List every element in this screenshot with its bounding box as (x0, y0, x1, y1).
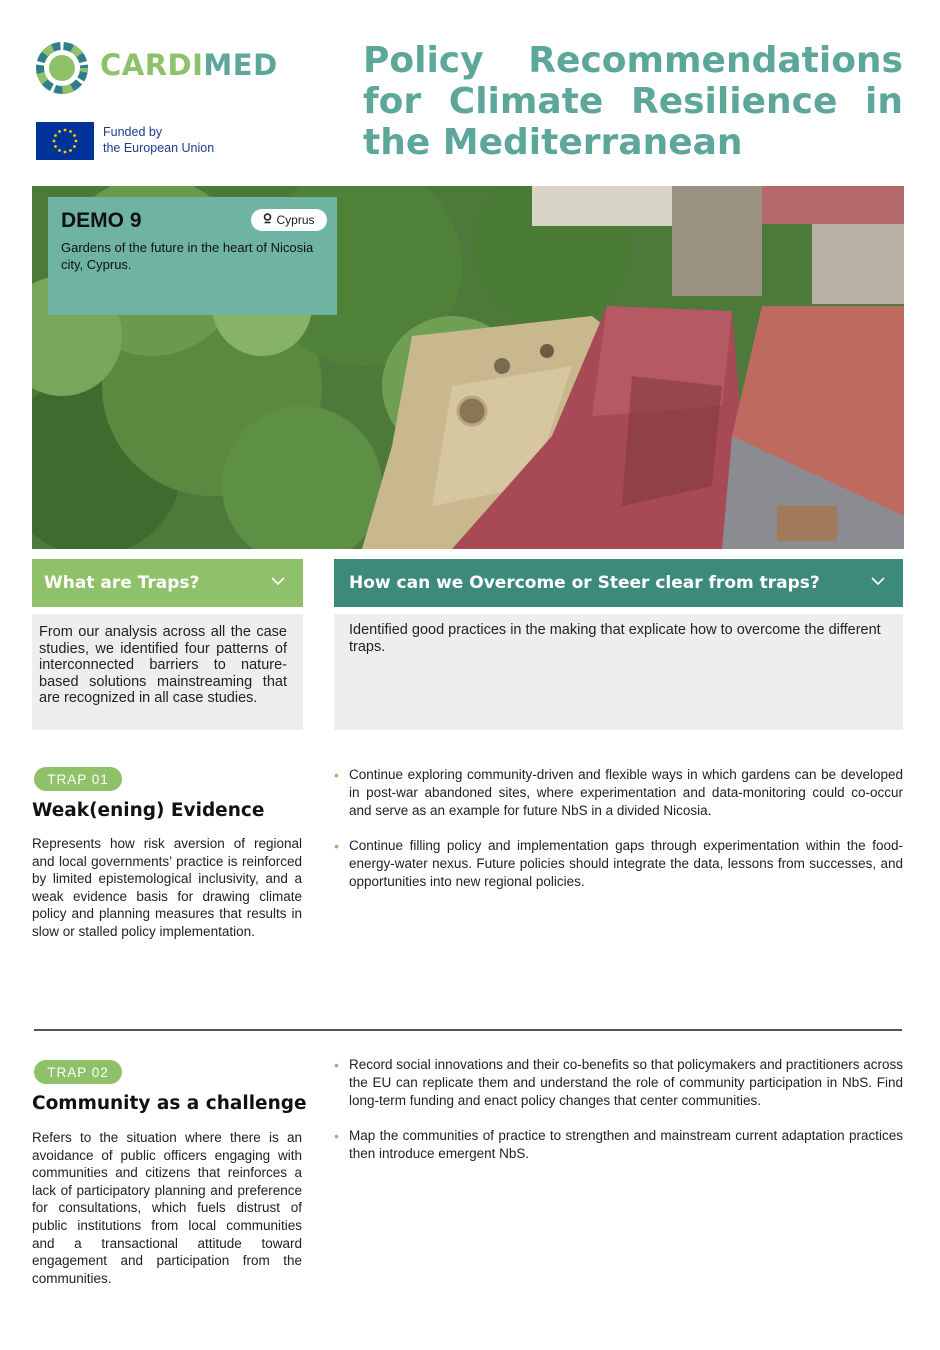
cardimed-logo-icon (34, 40, 90, 96)
recommendation-list (334, 1056, 903, 1180)
funding-label: Funded by the European Union (103, 125, 215, 155)
section-divider (34, 1029, 902, 1031)
trap-title: Community as a challenge (32, 1093, 307, 1114)
traps-description: From our analysis across all the case studies, we identified four patterns of interconnected barriers to nature-based solutions mainstreaming that are recognized in all case studies. (32, 614, 303, 730)
trap-title: Weak(ening) Evidence (32, 800, 265, 821)
recommendation-list (334, 766, 903, 908)
recommendation-item: • Continue filling policy and implementation gaps through experimentation within the food-energy-water nexus. Future policies should integrate the data, lessons from successes, and opportunities into new regional policies. (334, 837, 903, 891)
recommendation-item: • Continue exploring community-driven and flexible ways in which gardens can be developed in post-war abandoned sites, where experimentation and data-monitoring could co-occur and serve as an example for future NbS in a divided Nicosia. (334, 766, 903, 820)
demo-label: DEMO 9 (61, 209, 142, 232)
traps-heading: What are Traps? (44, 573, 200, 593)
trap-description: Refers to the situation where there is an avoidance of public officers engaging with communities and citizens that reinforces a lack of participatory planning and preference for consultations, which fuels distrust of public institutions from local communities and a transactional attitude toward engagement and participation from the communities. (32, 1130, 302, 1286)
trap-badge: TRAP 01 (34, 767, 122, 791)
eu-flag-icon (36, 122, 94, 160)
chevron-down-icon[interactable] (271, 571, 285, 589)
brand-name: CARDIMED (100, 48, 278, 82)
recommendation-item: • Map the communities of practice to strengthen and mainstream current adaptation practices then introduce emergent NbS. (334, 1127, 903, 1163)
traps-section-header[interactable] (32, 559, 303, 607)
overcome-section-header[interactable] (334, 559, 903, 607)
page-title: Policy Recommendations for Climate Resilience in the Mediterranean (363, 40, 903, 163)
location-pin-icon (263, 213, 272, 227)
overcome-description: Identified good practices in the making that explicate how to overcome the different traps. (334, 614, 903, 730)
location-badge (251, 209, 327, 231)
trap-description: Represents how risk aversion of regional and local governments’ practice is reinforced by limited epistemological inclusivity, and a weak evidence basis for drawing climate policy and planning measures that results in slow or stalled policy implementation. (32, 836, 302, 939)
trap-badge: TRAP 02 (34, 1060, 122, 1084)
demo-subtitle: Gardens of the future in the heart of Nicosia city, Cyprus. (61, 240, 314, 272)
location-label: Cyprus (276, 213, 315, 227)
recommendation-item: • Record social innovations and their co-benefits so that policymakers and practitioners across the EU can replicate them and understand the role of community participation in NbS. Find long-term funding and enact policy changes that center communities. (334, 1056, 903, 1110)
overcome-heading: How can we Overcome or Steer clear from traps? (349, 573, 820, 593)
chevron-down-icon[interactable] (871, 571, 885, 589)
demo-card (48, 197, 337, 315)
